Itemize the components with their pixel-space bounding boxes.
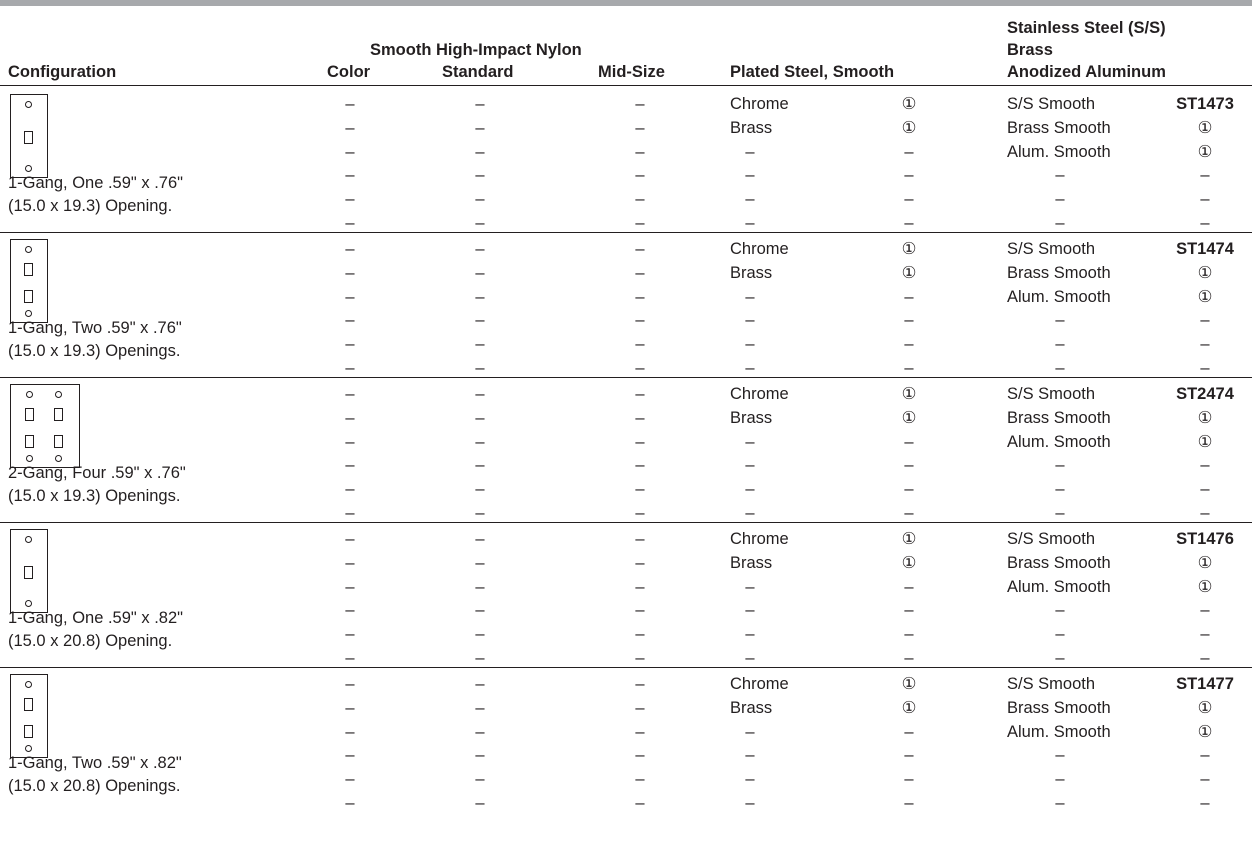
color-value: – [345, 722, 355, 741]
opening-icon [54, 408, 63, 421]
midsize-value: – [635, 649, 645, 667]
ss-finish: Brass Smooth [1007, 698, 1111, 717]
plated-finish: Brass [730, 698, 773, 717]
plated-catalog: – [904, 190, 914, 209]
ss-catalog: – [1200, 504, 1210, 522]
midsize-value: – [635, 553, 645, 572]
standard-value: – [475, 625, 485, 644]
color-value: – [345, 770, 355, 789]
midsize-value: – [635, 214, 645, 232]
header-color: Color [327, 63, 371, 81]
standard-value: – [475, 214, 485, 232]
config-description-line2: (15.0 x 20.8) Openings. [8, 777, 181, 795]
midsize-value: – [635, 311, 645, 330]
screw-hole-icon [25, 246, 32, 253]
ss-catalog: – [1200, 625, 1210, 644]
row-divider [0, 232, 1252, 233]
standard-value: – [475, 770, 485, 789]
plated-catalog: ① [901, 698, 917, 717]
plated-finish: – [745, 287, 755, 306]
ss-catalog: ① [1197, 553, 1213, 572]
standard-value: – [475, 311, 485, 330]
plated-finish: Chrome [730, 95, 789, 113]
header-plated: Plated Steel, Smooth [730, 63, 895, 81]
plated-finish: – [745, 770, 755, 789]
plated-catalog: – [904, 287, 914, 306]
screw-hole-icon [25, 600, 32, 607]
ss-catalog: ① [1197, 287, 1213, 306]
screw-hole-icon [25, 536, 32, 543]
plated-finish: – [745, 601, 755, 620]
plated-finish: – [745, 166, 755, 185]
standard-value: – [475, 287, 485, 306]
color-value: – [345, 456, 355, 475]
ss-finish: – [1055, 359, 1065, 377]
plated-finish: – [745, 746, 755, 765]
screw-hole-icon [25, 165, 32, 172]
standard-value: – [475, 95, 485, 113]
ss-finish: – [1055, 166, 1065, 185]
plated-catalog: – [904, 770, 914, 789]
config-description-line1: 2-Gang, Four .59" x .76" [8, 464, 186, 482]
ss-finish: – [1055, 214, 1065, 232]
color-value: – [345, 746, 355, 765]
ss-finish: S/S Smooth [1007, 530, 1096, 548]
opening-icon [24, 290, 33, 303]
midsize-value: – [635, 601, 645, 620]
color-value: – [345, 625, 355, 644]
color-value: – [345, 95, 355, 113]
opening-icon [24, 698, 33, 711]
standard-value: – [475, 601, 485, 620]
header-ss-line3: Anodized Aluminum [1007, 63, 1166, 81]
color-value: – [345, 698, 355, 717]
midsize-value: – [635, 770, 645, 789]
screw-hole-icon [25, 681, 32, 688]
config-description-line2: (15.0 x 19.3) Opening. [8, 197, 173, 215]
ss-finish: Brass Smooth [1007, 553, 1111, 572]
plated-catalog: – [904, 456, 914, 475]
midsize-value: – [635, 190, 645, 209]
plated-finish: – [745, 142, 755, 161]
midsize-value: – [635, 263, 645, 282]
plated-catalog: – [904, 722, 914, 741]
color-value: – [345, 359, 355, 377]
ss-catalog: – [1200, 770, 1210, 789]
plated-finish: Brass [730, 408, 773, 427]
plated-catalog: ① [901, 675, 917, 693]
screw-hole-icon [25, 310, 32, 317]
ss-finish: Alum. Smooth [1007, 142, 1111, 161]
standard-value: – [475, 553, 485, 572]
ss-catalog: ST1476 [1176, 530, 1234, 548]
color-value: – [345, 385, 355, 403]
standard-value: – [475, 263, 485, 282]
plated-finish: – [745, 480, 755, 499]
standard-value: – [475, 675, 485, 693]
config-description-line1: 1-Gang, One .59" x .76" [8, 174, 183, 192]
plated-catalog: ① [901, 530, 917, 548]
ss-finish: S/S Smooth [1007, 385, 1096, 403]
ss-finish: – [1055, 794, 1065, 812]
ss-finish: Alum. Smooth [1007, 287, 1111, 306]
ss-finish: Brass Smooth [1007, 118, 1111, 137]
plated-finish: – [745, 214, 755, 232]
plated-finish: Brass [730, 263, 773, 282]
color-value: – [345, 214, 355, 232]
standard-value: – [475, 746, 485, 765]
color-value: – [345, 530, 355, 548]
wallplate-diagram [10, 529, 48, 613]
row-divider [0, 667, 1252, 668]
ss-catalog: ① [1197, 722, 1213, 741]
ss-finish: Alum. Smooth [1007, 577, 1111, 596]
color-value: – [345, 287, 355, 306]
ss-catalog: ST2474 [1176, 385, 1234, 403]
ss-finish: – [1055, 190, 1065, 209]
color-value: – [345, 675, 355, 693]
header-rule [0, 85, 1252, 86]
screw-hole-icon [25, 101, 32, 108]
color-value: – [345, 142, 355, 161]
ss-finish: Brass Smooth [1007, 263, 1111, 282]
color-value: – [345, 263, 355, 282]
color-value: – [345, 118, 355, 137]
header-ss-line1: Stainless Steel (S/S) [1007, 19, 1166, 37]
ss-finish: – [1055, 480, 1065, 499]
config-description-line2: (15.0 x 20.8) Opening. [8, 632, 173, 650]
plated-finish: – [745, 190, 755, 209]
config-description-line1: 1-Gang, Two .59" x .82" [8, 754, 182, 772]
opening-icon [24, 131, 33, 144]
ss-catalog: ① [1197, 263, 1213, 282]
plated-finish: – [745, 432, 755, 451]
config-description-line1: 1-Gang, Two .59" x .76" [8, 319, 182, 337]
top-rule [0, 0, 1252, 6]
wallplate-diagram [10, 94, 48, 178]
color-value: – [345, 794, 355, 812]
header-configuration: Configuration [8, 63, 117, 81]
row-divider [0, 522, 1252, 523]
plated-finish: – [745, 359, 755, 377]
color-value: – [345, 166, 355, 185]
header-standard: Standard [442, 63, 514, 81]
midsize-value: – [635, 625, 645, 644]
color-value: – [345, 240, 355, 258]
screw-hole-icon [25, 745, 32, 752]
wallplate-diagram [10, 674, 48, 758]
standard-value: – [475, 698, 485, 717]
standard-value: – [475, 359, 485, 377]
midsize-value: – [635, 530, 645, 548]
ss-finish: S/S Smooth [1007, 95, 1096, 113]
color-value: – [345, 432, 355, 451]
ss-finish: – [1055, 335, 1065, 354]
opening-icon [24, 263, 33, 276]
ss-catalog: ST1473 [1176, 95, 1234, 113]
midsize-value: – [635, 335, 645, 354]
plated-catalog: – [904, 601, 914, 620]
midsize-value: – [635, 359, 645, 377]
wallplate-diagram [10, 384, 80, 468]
ss-catalog: – [1200, 359, 1210, 377]
midsize-value: – [635, 722, 645, 741]
ss-finish: S/S Smooth [1007, 675, 1096, 693]
ss-catalog: – [1200, 311, 1210, 330]
plated-finish: – [745, 504, 755, 522]
wallplate-diagram [10, 239, 48, 323]
color-value: – [345, 601, 355, 620]
plated-catalog: – [904, 166, 914, 185]
standard-value: – [475, 480, 485, 499]
row-divider [0, 377, 1252, 378]
midsize-value: – [635, 385, 645, 403]
screw-hole-icon [26, 391, 33, 398]
opening-icon [25, 435, 34, 448]
plated-catalog: ① [901, 118, 917, 137]
ss-catalog: ① [1197, 118, 1213, 137]
plated-finish: – [745, 311, 755, 330]
midsize-value: – [635, 480, 645, 499]
opening-icon [24, 566, 33, 579]
color-value: – [345, 649, 355, 667]
plated-finish: – [745, 794, 755, 812]
color-value: – [345, 311, 355, 330]
midsize-value: – [635, 408, 645, 427]
plated-finish: – [745, 625, 755, 644]
plated-catalog: – [904, 335, 914, 354]
plated-finish: – [745, 722, 755, 741]
plated-catalog: – [904, 214, 914, 232]
standard-value: – [475, 722, 485, 741]
ss-catalog: – [1200, 794, 1210, 812]
ss-finish: – [1055, 504, 1065, 522]
standard-value: – [475, 240, 485, 258]
midsize-value: – [635, 118, 645, 137]
plated-catalog: – [904, 649, 914, 667]
midsize-value: – [635, 166, 645, 185]
plated-finish: Chrome [730, 530, 789, 548]
ss-finish: Alum. Smooth [1007, 432, 1111, 451]
plated-finish: Brass [730, 553, 773, 572]
color-value: – [345, 504, 355, 522]
screw-hole-icon [26, 455, 33, 462]
midsize-value: – [635, 675, 645, 693]
midsize-value: – [635, 240, 645, 258]
midsize-value: – [635, 287, 645, 306]
ss-catalog: – [1200, 456, 1210, 475]
midsize-value: – [635, 577, 645, 596]
config-description-line2: (15.0 x 19.3) Openings. [8, 487, 181, 505]
plated-catalog: ① [901, 385, 917, 403]
midsize-value: – [635, 432, 645, 451]
standard-value: – [475, 142, 485, 161]
standard-value: – [475, 504, 485, 522]
ss-catalog: ST1474 [1176, 240, 1234, 258]
plated-catalog: ① [901, 408, 917, 427]
color-value: – [345, 335, 355, 354]
header-nylon-group: Smooth High-Impact Nylon [370, 41, 582, 59]
standard-value: – [475, 166, 485, 185]
color-value: – [345, 408, 355, 427]
plated-finish: Chrome [730, 385, 789, 403]
plated-finish: – [745, 577, 755, 596]
standard-value: – [475, 335, 485, 354]
opening-icon [25, 408, 34, 421]
ss-catalog: – [1200, 480, 1210, 499]
opening-icon [24, 725, 33, 738]
midsize-value: – [635, 746, 645, 765]
ss-finish: S/S Smooth [1007, 240, 1096, 258]
plated-catalog: – [904, 504, 914, 522]
ss-catalog: ① [1197, 698, 1213, 717]
ss-catalog: ① [1197, 432, 1213, 451]
plated-catalog: – [904, 577, 914, 596]
ss-catalog: – [1200, 335, 1210, 354]
ss-catalog: ① [1197, 408, 1213, 427]
plated-catalog: – [904, 432, 914, 451]
plated-catalog: – [904, 359, 914, 377]
plated-catalog: – [904, 625, 914, 644]
ss-catalog: – [1200, 601, 1210, 620]
color-value: – [345, 480, 355, 499]
ss-finish: Alum. Smooth [1007, 722, 1111, 741]
ss-catalog: ① [1197, 142, 1213, 161]
midsize-value: – [635, 142, 645, 161]
ss-catalog: – [1200, 746, 1210, 765]
standard-value: – [475, 432, 485, 451]
standard-value: – [475, 118, 485, 137]
plated-catalog: – [904, 142, 914, 161]
standard-value: – [475, 385, 485, 403]
standard-value: – [475, 190, 485, 209]
standard-value: – [475, 577, 485, 596]
plated-catalog: ① [901, 263, 917, 282]
ss-finish: Brass Smooth [1007, 408, 1111, 427]
plated-finish: Chrome [730, 675, 789, 693]
config-description-line1: 1-Gang, One .59" x .82" [8, 609, 183, 627]
color-value: – [345, 190, 355, 209]
ss-finish: – [1055, 746, 1065, 765]
plated-catalog: ① [901, 95, 917, 113]
plated-finish: Brass [730, 118, 773, 137]
plated-catalog: ① [901, 240, 917, 258]
plated-finish: Chrome [730, 240, 789, 258]
midsize-value: – [635, 456, 645, 475]
opening-icon [54, 435, 63, 448]
color-value: – [345, 577, 355, 596]
ss-catalog: ST1477 [1176, 675, 1234, 693]
midsize-value: – [635, 95, 645, 113]
header-ss-line2: Brass [1007, 41, 1053, 59]
ss-finish: – [1055, 649, 1065, 667]
ss-catalog: – [1200, 214, 1210, 232]
header-midsize: Mid-Size [598, 63, 665, 81]
standard-value: – [475, 456, 485, 475]
color-value: – [345, 553, 355, 572]
ss-finish: – [1055, 770, 1065, 789]
midsize-value: – [635, 794, 645, 812]
ss-finish: – [1055, 625, 1065, 644]
standard-value: – [475, 530, 485, 548]
plated-finish: – [745, 456, 755, 475]
plated-catalog: – [904, 311, 914, 330]
plated-catalog: – [904, 794, 914, 812]
midsize-value: – [635, 698, 645, 717]
ss-catalog: ① [1197, 577, 1213, 596]
ss-finish: – [1055, 456, 1065, 475]
standard-value: – [475, 649, 485, 667]
ss-catalog: – [1200, 649, 1210, 667]
screw-hole-icon [55, 391, 62, 398]
standard-value: – [475, 408, 485, 427]
ss-catalog: – [1200, 190, 1210, 209]
plated-finish: – [745, 649, 755, 667]
ss-finish: – [1055, 311, 1065, 330]
ss-finish: – [1055, 601, 1065, 620]
ss-catalog: – [1200, 166, 1210, 185]
plated-catalog: ① [901, 553, 917, 572]
plated-catalog: – [904, 746, 914, 765]
plated-catalog: – [904, 480, 914, 499]
midsize-value: – [635, 504, 645, 522]
plated-finish: – [745, 335, 755, 354]
screw-hole-icon [55, 455, 62, 462]
config-description-line2: (15.0 x 19.3) Openings. [8, 342, 181, 360]
standard-value: – [475, 794, 485, 812]
